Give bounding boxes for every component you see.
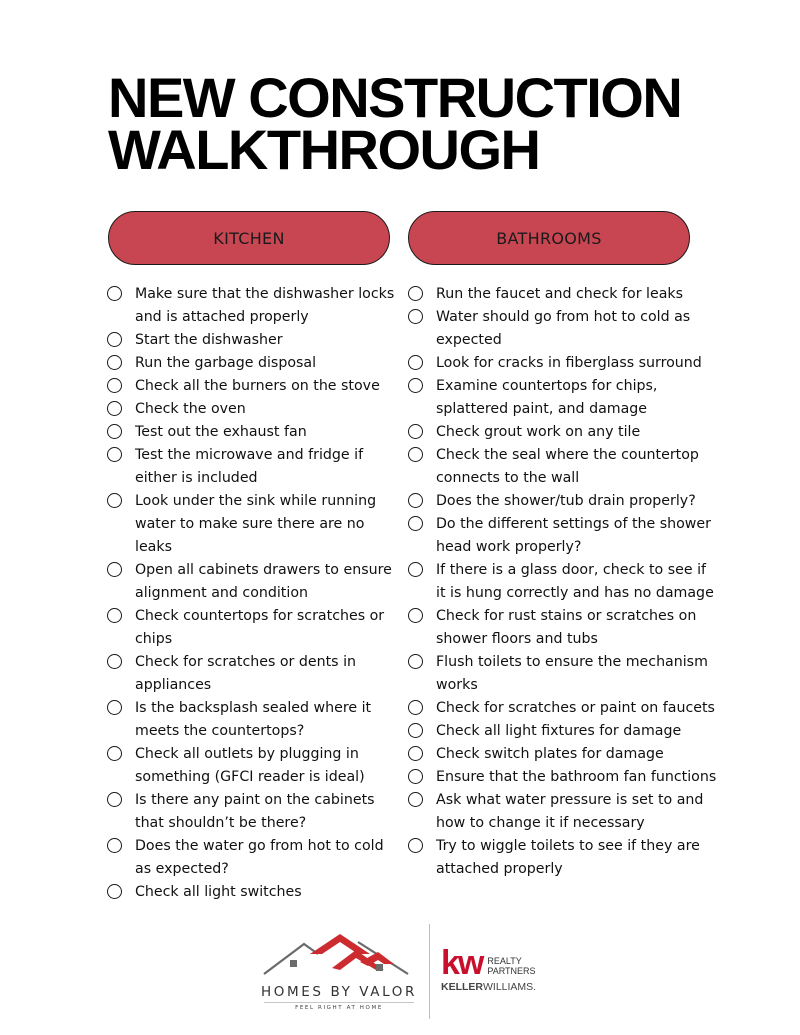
- checklist-item-text: Run the faucet and check for leaks: [436, 286, 684, 302]
- checklist-item-text: Check all outlets by plugging in something (GFCI reader is ideal): [135, 746, 365, 785]
- checklist-item: [408, 559, 718, 605]
- checklist-item-text: Is there any paint on the cabinets that shouldn’t be there?: [135, 792, 375, 831]
- checkbox-circle-icon[interactable]: [408, 608, 423, 623]
- checklist-item: [107, 375, 397, 398]
- checkbox-circle-icon[interactable]: [107, 286, 122, 301]
- checkbox-circle-icon[interactable]: [408, 309, 423, 324]
- checklist-item: [107, 835, 397, 881]
- checklist-item: [408, 375, 718, 421]
- checklist-item: [408, 421, 718, 444]
- checklist-item-text: Test the microwave and fridge if either is included: [135, 447, 364, 486]
- checklist-item-text: Check switch plates for damage: [436, 746, 664, 762]
- kitchen-checklist: [107, 283, 397, 904]
- checklist-item-text: Does the water go from hot to cold as expected?: [135, 838, 384, 877]
- checklist-item-text: Is the backsplash sealed where it meets the countertops?: [135, 700, 372, 739]
- checkbox-circle-icon[interactable]: [107, 700, 122, 715]
- checklist-item-text: Check the oven: [135, 401, 246, 417]
- checklist-item-text: Open all cabinets drawers to ensure alignment and condition: [135, 562, 392, 601]
- checkbox-circle-icon[interactable]: [408, 769, 423, 784]
- checkbox-circle-icon[interactable]: [408, 746, 423, 761]
- checkbox-circle-icon[interactable]: [107, 378, 122, 393]
- checkbox-circle-icon[interactable]: [408, 562, 423, 577]
- bathrooms-checklist: [408, 283, 718, 881]
- page-title: [108, 66, 682, 181]
- homes-by-valor-name: HOMES BY VALOR: [261, 984, 417, 1000]
- checklist-item: [107, 881, 397, 904]
- checklist-item: [107, 398, 397, 421]
- checklist-item: [107, 421, 397, 444]
- checklist-item: [408, 306, 718, 352]
- footer-divider: [429, 924, 430, 1019]
- checklist-item: [408, 743, 718, 766]
- checklist-item: [408, 352, 718, 375]
- checkbox-circle-icon[interactable]: [408, 516, 423, 531]
- checklist-item-text: Run the garbage disposal: [135, 355, 317, 371]
- checklist-item-text: Water should go from hot to cold as expected: [436, 309, 691, 348]
- checklist-item-text: If there is a glass door, check to see if it is hung correctly and has no damage: [436, 562, 714, 601]
- checklist-item-text: Check for rust stains or scratches on shower floors and tubs: [436, 608, 697, 647]
- kw-realty: REALTY: [487, 956, 522, 966]
- checklist-item: [408, 789, 718, 835]
- checklist-item: [107, 743, 397, 789]
- checklist-item-text: Ensure that the bathroom fan functions: [436, 769, 717, 785]
- checklist-item: [107, 444, 397, 490]
- homes-by-valor-divider: [264, 1002, 414, 1003]
- checkbox-circle-icon[interactable]: [408, 838, 423, 853]
- checklist-item: [408, 835, 718, 881]
- homes-by-valor-tagline: FEEL RIGHT AT HOME: [295, 1005, 383, 1011]
- checklist-item-text: Check all the burners on the stove: [135, 378, 380, 394]
- checklist-item: [107, 283, 397, 329]
- checklist-item: [107, 352, 397, 375]
- checkbox-circle-icon[interactable]: [408, 447, 423, 462]
- checklist-item-text: Check grout work on any tile: [436, 424, 641, 440]
- checkbox-circle-icon[interactable]: [107, 792, 122, 807]
- checklist-item-text: Examine countertops for chips, splattered paint, and damage: [436, 378, 658, 417]
- kw-partners: PARTNERS: [487, 966, 536, 976]
- checkbox-circle-icon[interactable]: [107, 332, 122, 347]
- checklist-item-text: Does the shower/tub drain properly?: [436, 493, 696, 509]
- checklist-item: [408, 490, 718, 513]
- checklist-item-text: Make sure that the dishwasher locks and is attached properly: [135, 286, 395, 325]
- house-roof-icon: [258, 930, 420, 982]
- checklist-item-text: Check for scratches or dents in appliances: [135, 654, 357, 693]
- checklist-item-text: Test out the exhaust fan: [135, 424, 307, 440]
- checkbox-circle-icon[interactable]: [107, 424, 122, 439]
- checkbox-circle-icon[interactable]: [408, 700, 423, 715]
- checklist-item-text: Flush toilets to ensure the mechanism works: [436, 654, 708, 693]
- checklist-item: [408, 513, 718, 559]
- checklist-item: [408, 283, 718, 306]
- checklist-item: [408, 720, 718, 743]
- checkbox-circle-icon[interactable]: [408, 355, 423, 370]
- checklist-item: [408, 444, 718, 490]
- checkbox-circle-icon[interactable]: [107, 608, 122, 623]
- title-line-1: NEW CONSTRUCTION: [108, 66, 682, 129]
- keller-williams-logo: [441, 944, 551, 993]
- checkbox-circle-icon[interactable]: [408, 493, 423, 508]
- checkbox-circle-icon[interactable]: [107, 355, 122, 370]
- checkbox-circle-icon[interactable]: [408, 792, 423, 807]
- checklist-item: [408, 766, 718, 789]
- homes-by-valor-logo: [258, 930, 420, 1011]
- checklist-item-text: Check all light switches: [135, 884, 302, 900]
- bathrooms-heading: BATHROOMS: [408, 211, 690, 265]
- kw-keller-williams: [441, 981, 551, 993]
- checklist-item-text: Look for cracks in fiberglass surround: [436, 355, 702, 371]
- checkbox-circle-icon[interactable]: [107, 447, 122, 462]
- checklist-item: [107, 697, 397, 743]
- checkbox-circle-icon[interactable]: [107, 654, 122, 669]
- kw-keller: KELLER: [441, 981, 483, 993]
- checklist-item-text: Check countertops for scratches or chips: [135, 608, 385, 647]
- checklist-item-text: Start the dishwasher: [135, 332, 283, 348]
- checklist-item-text: Do the different settings of the shower head work properly?: [436, 516, 711, 555]
- checklist-item: [107, 329, 397, 352]
- checklist-item: [408, 651, 718, 697]
- checklist-item: [107, 605, 397, 651]
- kitchen-heading: KITCHEN: [108, 211, 390, 265]
- checklist-item: [408, 605, 718, 651]
- kw-williams: WILLIAMS.: [483, 981, 537, 993]
- checklist-item-text: Ask what water pressure is set to and how to change it if necessary: [436, 792, 704, 831]
- checklist-item: [408, 697, 718, 720]
- checkbox-circle-icon[interactable]: [107, 401, 122, 416]
- checklist-item: [107, 651, 397, 697]
- checkbox-circle-icon[interactable]: [408, 424, 423, 439]
- checkbox-circle-icon[interactable]: [408, 286, 423, 301]
- checklist-item: [107, 490, 397, 559]
- kw-mark: kw: [441, 944, 483, 982]
- checkbox-circle-icon[interactable]: [408, 378, 423, 393]
- checkbox-circle-icon[interactable]: [107, 838, 122, 853]
- checklist-item-text: Try to wiggle toilets to see if they are attached properly: [436, 838, 700, 877]
- checklist-item-text: Check for scratches or paint on faucets: [436, 700, 715, 716]
- checklist-item-text: Check all light fixtures for damage: [436, 723, 682, 739]
- checklist-item-text: Look under the sink while running water to make sure there are no leaks: [135, 493, 377, 555]
- checkbox-circle-icon[interactable]: [107, 746, 122, 761]
- checkbox-circle-icon[interactable]: [107, 562, 122, 577]
- checklist-item-text: Check the seal where the countertop connects to the wall: [436, 447, 699, 486]
- checkbox-circle-icon[interactable]: [107, 884, 122, 899]
- title-line-2: WALKTHROUGH: [108, 118, 540, 181]
- checklist-item: [107, 559, 397, 605]
- checklist-item: [107, 789, 397, 835]
- checkbox-circle-icon[interactable]: [107, 493, 122, 508]
- kw-realty-partners: [487, 956, 535, 976]
- checkbox-circle-icon[interactable]: [408, 654, 423, 669]
- checkbox-circle-icon[interactable]: [408, 723, 423, 738]
